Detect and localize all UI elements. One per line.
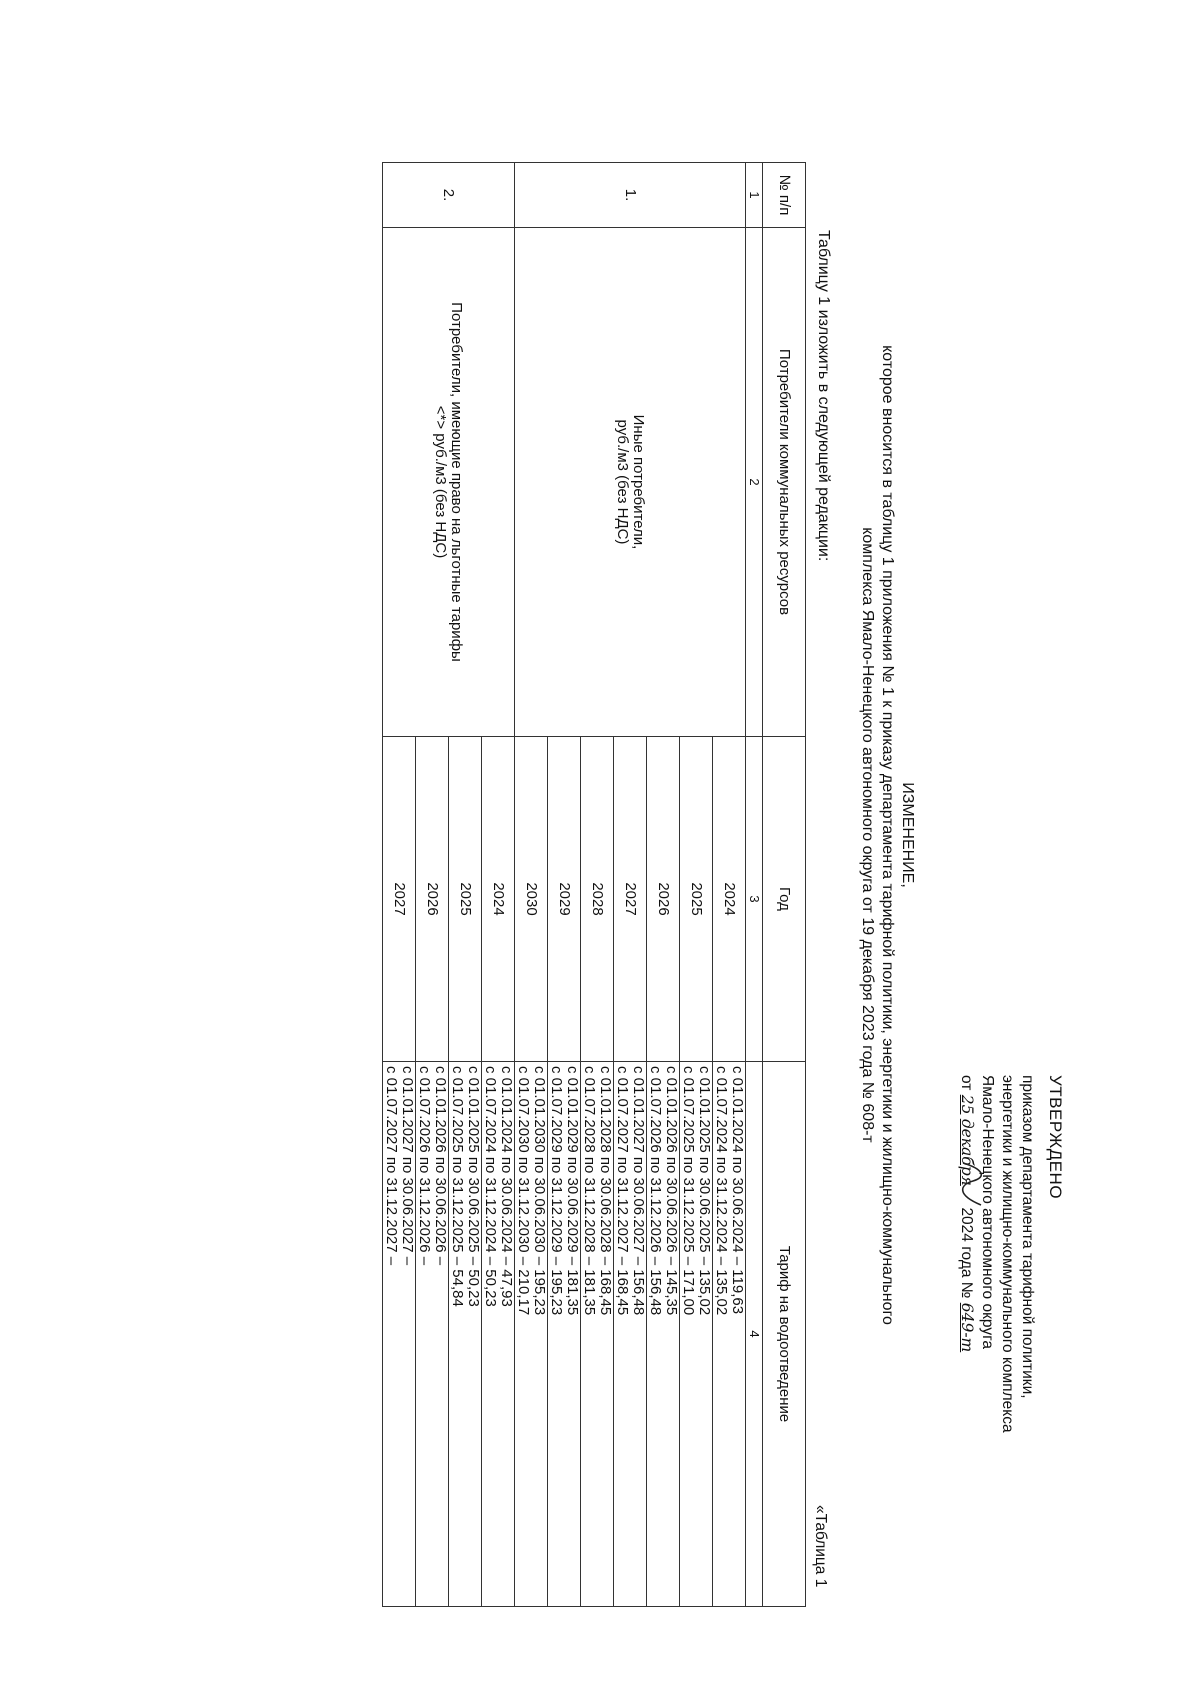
- rate-text: с 01.07.2026 по 31.12.2026 –: [416, 1066, 433, 1266]
- rate-text: с 01.01.2028 по 30.06.2028 – 168,45: [597, 1066, 614, 1316]
- year-cell: 2028: [581, 737, 614, 1062]
- consumer-text: руб./м3 (без НДС): [614, 419, 631, 545]
- rate-text: с 01.07.2027 по 31.12.2027 –: [383, 1066, 400, 1266]
- handwritten-signature-icon: [938, 1155, 1008, 1215]
- document-subtitle: которое вносится в таблицу 1 приложения № 1 к приказу департамента тарифной политики, энергетики и жилищно-коммунального: [879, 345, 896, 1325]
- rate-text: с 01.01.2027 по 30.06.2027 – 156,48: [630, 1066, 647, 1316]
- rate-cell: [680, 1062, 713, 1607]
- rate-text: с 01.01.2024 по 30.06.2024 – 47,93: [498, 1066, 515, 1307]
- rate-text: с 01.01.2025 по 30.06.2025 – 50,23: [465, 1066, 482, 1307]
- year-cell: 2026: [416, 737, 449, 1062]
- rate-text: с 01.01.2025 по 30.06.2025 – 135,02: [696, 1066, 713, 1316]
- table-row: [482, 163, 515, 1607]
- table-header-row: [763, 163, 806, 1607]
- column-number: 4: [746, 1062, 763, 1607]
- approval-date-line: [956, 1075, 977, 1595]
- date-day: 25: [958, 1094, 976, 1115]
- rate-text: с 01.01.2027 по 30.06.2027 –: [399, 1066, 416, 1266]
- consumer-cell: [383, 228, 515, 737]
- document-subtitle: комплекса Ямало-Ненецкого автономного округа от 19 декабря 2023 года № 608-т: [859, 527, 876, 1143]
- document-heading: [857, 65, 917, 1605]
- rate-cell: [581, 1062, 614, 1607]
- table-label: «Таблица 1: [812, 1505, 829, 1588]
- rate-cell: [614, 1062, 647, 1607]
- rate-cell: [548, 1062, 581, 1607]
- year-cell: 2027: [383, 737, 416, 1062]
- date-year: 2024 года №: [958, 1207, 975, 1299]
- rate-text: с 01.01.2030 по 30.06.2030 – 195,23: [531, 1066, 548, 1316]
- year-cell: 2025: [449, 737, 482, 1062]
- rate-text: с 01.07.2024 по 31.12.2024 – 135,02: [713, 1066, 730, 1316]
- date-month: декабря: [958, 1118, 976, 1186]
- header-cell: № п/п: [763, 163, 806, 228]
- rate-text: с 01.01.2029 по 30.06.2029 – 181,35: [564, 1066, 581, 1316]
- consumer-text: Иные потребители,: [630, 414, 647, 550]
- column-number-row: [746, 163, 763, 1607]
- column-number: 2: [746, 228, 763, 737]
- rate-cell: [515, 1062, 548, 1607]
- rate-cell: [449, 1062, 482, 1607]
- approval-stamp-block: [956, 1075, 1065, 1595]
- intro-text: Таблицу 1 изложить в следующей редакции:: [815, 230, 832, 562]
- date-prefix: от: [958, 1075, 975, 1091]
- year-cell: 2026: [647, 737, 680, 1062]
- consumer-text: Потребители, имеющие право на льготные тарифы: [448, 302, 466, 662]
- year-cell: 2030: [515, 737, 548, 1062]
- header-cell: Потребители коммунальных ресурсов: [763, 228, 806, 737]
- approval-line: энергетики и жилищно-коммунального комплекса: [999, 1075, 1016, 1433]
- consumer-cell: [515, 228, 746, 737]
- rate-text: с 01.07.2028 по 31.12.2028 – 181,35: [581, 1066, 598, 1316]
- year-cell: 2029: [548, 737, 581, 1062]
- header-cell: Год: [763, 737, 806, 1062]
- column-number: 1: [746, 163, 763, 228]
- tariff-table: [382, 162, 806, 1607]
- row-number: 2.: [383, 163, 515, 228]
- rate-cell: [482, 1062, 515, 1607]
- rate-cell: [713, 1062, 746, 1607]
- year-cell: 2024: [482, 737, 515, 1062]
- consumer-text: <*> руб./м3 (без НДС): [432, 405, 450, 559]
- table-row: [713, 163, 746, 1607]
- column-number: 3: [746, 737, 763, 1062]
- year-cell: 2025: [680, 737, 713, 1062]
- rate-text: с 01.07.2025 по 31.12.2025 – 171,00: [680, 1066, 697, 1316]
- document-page: [100, 65, 1180, 1605]
- rate-text: с 01.01.2026 по 30.06.2026 – 145,35: [663, 1066, 680, 1316]
- year-cell: 2027: [614, 737, 647, 1062]
- rate-text: с 01.01.2024 по 30.06.2024 – 119,63: [729, 1066, 746, 1315]
- header-cell: Тариф на водоотведение: [763, 1062, 806, 1607]
- rate-cell: [416, 1062, 449, 1607]
- rate-text: с 01.07.2024 по 31.12.2024 – 50,23: [482, 1066, 499, 1307]
- rate-text: с 01.07.2027 по 31.12.2027 – 168,45: [614, 1066, 631, 1316]
- order-number: 649-т: [958, 1302, 976, 1353]
- approval-line: Ямало-Ненецкого автономного округа: [979, 1075, 996, 1350]
- approval-heading: УТВЕРЖДЕНО: [1046, 1075, 1065, 1200]
- row-number: 1.: [515, 163, 746, 228]
- rate-cell: [647, 1062, 680, 1607]
- rate-cell: [383, 1062, 416, 1607]
- rate-text: с 01.07.2029 по 31.12.2029 – 195,23: [548, 1066, 565, 1316]
- approval-line: приказом департамента тарифной политики,: [1019, 1075, 1036, 1399]
- rate-text: с 01.07.2030 по 31.12.2030 – 210,17: [515, 1066, 532, 1316]
- year-cell: 2024: [713, 737, 746, 1062]
- rate-text: с 01.07.2025 по 31.12.2025 – 54,84: [449, 1066, 466, 1307]
- document-title: ИЗМЕНЕНИЕ,: [899, 782, 916, 888]
- rate-text: с 01.01.2026 по 30.06.2026 –: [432, 1066, 449, 1266]
- rate-text: с 01.07.2026 по 31.12.2026 – 156,48: [647, 1066, 664, 1316]
